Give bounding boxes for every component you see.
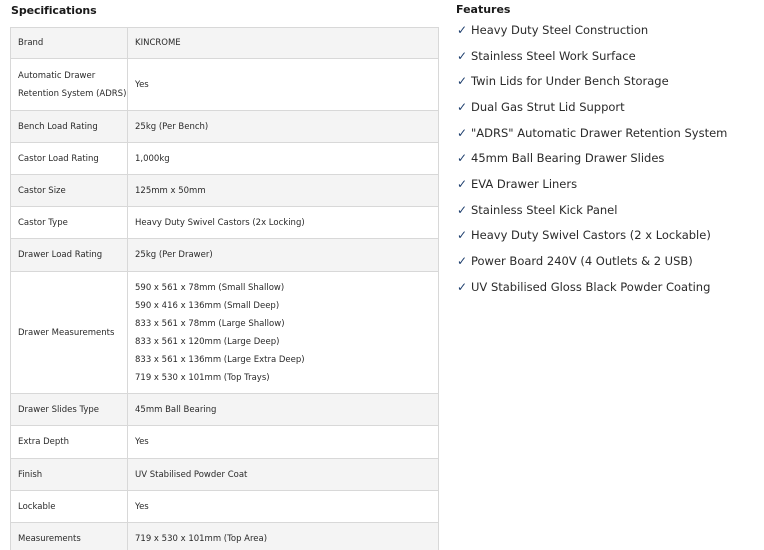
- check-icon: ✓: [457, 176, 468, 191]
- spec-value-line: 833 x 561 x 136mm (Large Extra Deep): [135, 354, 305, 365]
- check-icon: ✓: [457, 254, 468, 269]
- spec-value-line: KINCROME: [135, 38, 181, 48]
- spec-key: Extra Depth: [11, 426, 128, 459]
- spec-row: [11, 175, 439, 207]
- spec-value: [128, 523, 439, 550]
- check-icon: ✓: [457, 22, 468, 37]
- check-icon: ✓: [457, 125, 468, 140]
- feature-item: [457, 223, 727, 249]
- spec-value-line: 1,000kg: [135, 153, 170, 164]
- spec-row: [11, 394, 439, 426]
- feature-item: [457, 145, 727, 171]
- spec-value-line: 590 x 561 x 78mm (Small Shallow): [135, 282, 285, 293]
- spec-value: [128, 491, 439, 523]
- spec-value-line: 833 x 561 x 120mm (Large Deep): [135, 336, 280, 347]
- spec-value: [128, 28, 439, 59]
- spec-value-line: Heavy Duty Swivel Castors (2x Locking): [135, 217, 305, 228]
- spec-row: [11, 59, 439, 111]
- spec-key: Castor Load Rating: [11, 143, 128, 175]
- spec-key: Lockable: [11, 491, 128, 523]
- spec-value: [128, 111, 439, 143]
- spec-value: [128, 272, 439, 394]
- spec-row: [11, 272, 439, 394]
- spec-value-line: 125mm x 50mm: [135, 185, 206, 196]
- spec-value-line: 719 x 530 x 101mm (Top Area): [135, 533, 268, 544]
- spec-key: Automatic Drawer Retention System (ADRS): [11, 59, 128, 111]
- spec-value-line: 45mm Ball Bearing: [135, 404, 217, 415]
- feature-item: [457, 17, 727, 43]
- spec-row: [11, 207, 439, 239]
- feature-item: [457, 94, 727, 120]
- spec-value-line: 590 x 416 x 136mm (Small Deep): [135, 300, 280, 311]
- spec-key: Castor Type: [11, 207, 128, 239]
- spec-key: Drawer Slides Type: [11, 394, 128, 426]
- spec-key: Brand: [11, 28, 128, 59]
- features-heading: Features: [456, 3, 511, 16]
- spec-row: [11, 239, 439, 272]
- feature-label: Dual Gas Strut Lid Support: [471, 99, 625, 114]
- feature-label: "ADRS" Automatic Drawer Retention System: [471, 125, 728, 140]
- feature-label: Stainless Steel Kick Panel: [471, 202, 618, 217]
- spec-value: [128, 459, 439, 491]
- feature-label: Power Board 240V (4 Outlets & 2 USB): [471, 254, 693, 269]
- spec-row: [11, 523, 439, 550]
- spec-key: Castor Size: [11, 175, 128, 207]
- feature-label: Stainless Steel Work Surface: [471, 48, 636, 63]
- feature-label: Twin Lids for Under Bench Storage: [471, 74, 669, 89]
- spec-row: [11, 28, 439, 59]
- spec-key: Bench Load Rating: [11, 111, 128, 143]
- features-list: [457, 17, 727, 300]
- feature-item: [457, 197, 727, 223]
- spec-key: Measurements: [11, 523, 128, 550]
- spec-value-line: Yes: [135, 79, 149, 90]
- feature-item: [457, 68, 727, 94]
- spec-value: [128, 426, 439, 459]
- feature-label: UV Stabilised Gloss Black Powder Coating: [471, 279, 711, 294]
- spec-value: [128, 239, 439, 272]
- specifications-table: [10, 27, 439, 550]
- spec-value: [128, 143, 439, 175]
- spec-key: Finish: [11, 459, 128, 491]
- feature-label: Heavy Duty Steel Construction: [471, 22, 649, 37]
- feature-label: EVA Drawer Liners: [471, 176, 578, 191]
- spec-value-line: 25kg (Per Drawer): [135, 250, 213, 260]
- spec-row: [11, 111, 439, 143]
- feature-label: 45mm Ball Bearing Drawer Slides: [471, 151, 665, 166]
- spec-key: Drawer Measurements: [11, 272, 128, 394]
- spec-value-line: 25kg (Per Bench): [135, 121, 209, 132]
- feature-item: [457, 120, 727, 146]
- check-icon: ✓: [457, 99, 468, 114]
- feature-item: [457, 43, 727, 69]
- spec-value-line: 833 x 561 x 78mm (Large Shallow): [135, 318, 285, 329]
- specifications-heading: Specifications: [11, 4, 97, 17]
- check-icon: ✓: [457, 48, 468, 63]
- spec-row: [11, 426, 439, 459]
- spec-value: [128, 394, 439, 426]
- spec-row: [11, 459, 439, 491]
- spec-value-line: UV Stabilised Powder Coat: [135, 469, 248, 480]
- spec-value: [128, 175, 439, 207]
- spec-value-line: 719 x 530 x 101mm (Top Trays): [135, 372, 270, 383]
- check-icon: ✓: [457, 151, 468, 166]
- feature-item: [457, 248, 727, 274]
- spec-row: [11, 491, 439, 523]
- spec-value-line: Yes: [135, 501, 149, 512]
- spec-value: [128, 207, 439, 239]
- feature-item: [457, 274, 727, 300]
- spec-value: [128, 59, 439, 111]
- spec-value-line: Yes: [135, 437, 149, 447]
- feature-item: [457, 171, 727, 197]
- check-icon: ✓: [457, 228, 468, 243]
- spec-row: [11, 143, 439, 175]
- feature-label: Heavy Duty Swivel Castors (2 x Lockable): [471, 228, 711, 243]
- spec-key: Drawer Load Rating: [11, 239, 128, 272]
- check-icon: ✓: [457, 279, 468, 294]
- check-icon: ✓: [457, 202, 468, 217]
- check-icon: ✓: [457, 74, 468, 89]
